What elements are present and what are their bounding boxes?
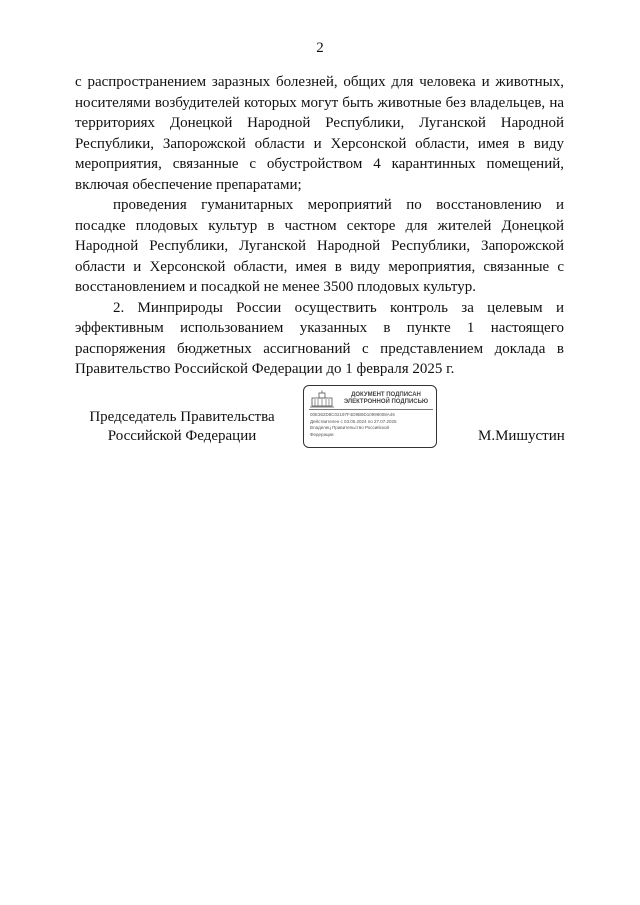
paragraph-fruit-crops: проведения гуманитарных мероприятий по восстановлению и посадке плодовых культур в частном секторе для жителей Донецкой Народной Республики, Луганской Народной Республики, Запорожской области и Херсонской области, имея в виду мероприятия, связанные с восстановлением и посадкой не менее 3500 плодовых культур.	[75, 197, 564, 295]
document-body	[75, 72, 564, 380]
stamp-owner-line2: Федерации	[310, 431, 334, 437]
signatory-name: М.Мишустин	[478, 428, 565, 444]
signatory-position-line2: Российской Федерации	[107, 428, 257, 444]
stamp-validity: Действителен с 03.05.2024 по 27.07.2025	[310, 418, 397, 424]
paragraph-control: 2. Минприроды России осуществить контроль за целевым и эффективным использованием указанных в пункте 1 настоящего распоряжения бюджетных ассигнований с представлением доклада в Правительство Российской Федерации до 1 февраля 2025 г.	[75, 299, 564, 377]
stamp-divider	[309, 409, 433, 410]
stamp-details	[310, 412, 434, 438]
stamp-title	[338, 392, 434, 406]
stamp-title-line2: ЭЛЕКТРОННОЙ ПОДПИСЬЮ	[343, 399, 429, 405]
page-number: 2	[316, 40, 324, 56]
stamp-certificate: 00E362D8C02197F4D9B9D10999008A46	[310, 412, 395, 417]
signatory-position-line1: Председатель Правительства	[89, 409, 275, 425]
electronic-signature-stamp	[303, 385, 437, 448]
government-building-icon	[309, 390, 335, 408]
stamp-title-line1: ДОКУМЕНТ ПОДПИСАН	[351, 392, 421, 398]
stamp-owner-line1: Владелец Правительство Российской	[310, 425, 390, 430]
paragraph-quarantine: с распространением заразных болезней, общих для человека и животных, носителями возбудителей которых могут быть животные без владельцев, на территориях Донецкой Народной Республики, Луганской Народной Республики, Запорожской области и Херсонской области, имея в виду мероприятия, связанные с обустройством 4 карантинных помещений, включая обеспечение препаратами;	[75, 74, 564, 193]
signatory-position	[77, 408, 287, 446]
